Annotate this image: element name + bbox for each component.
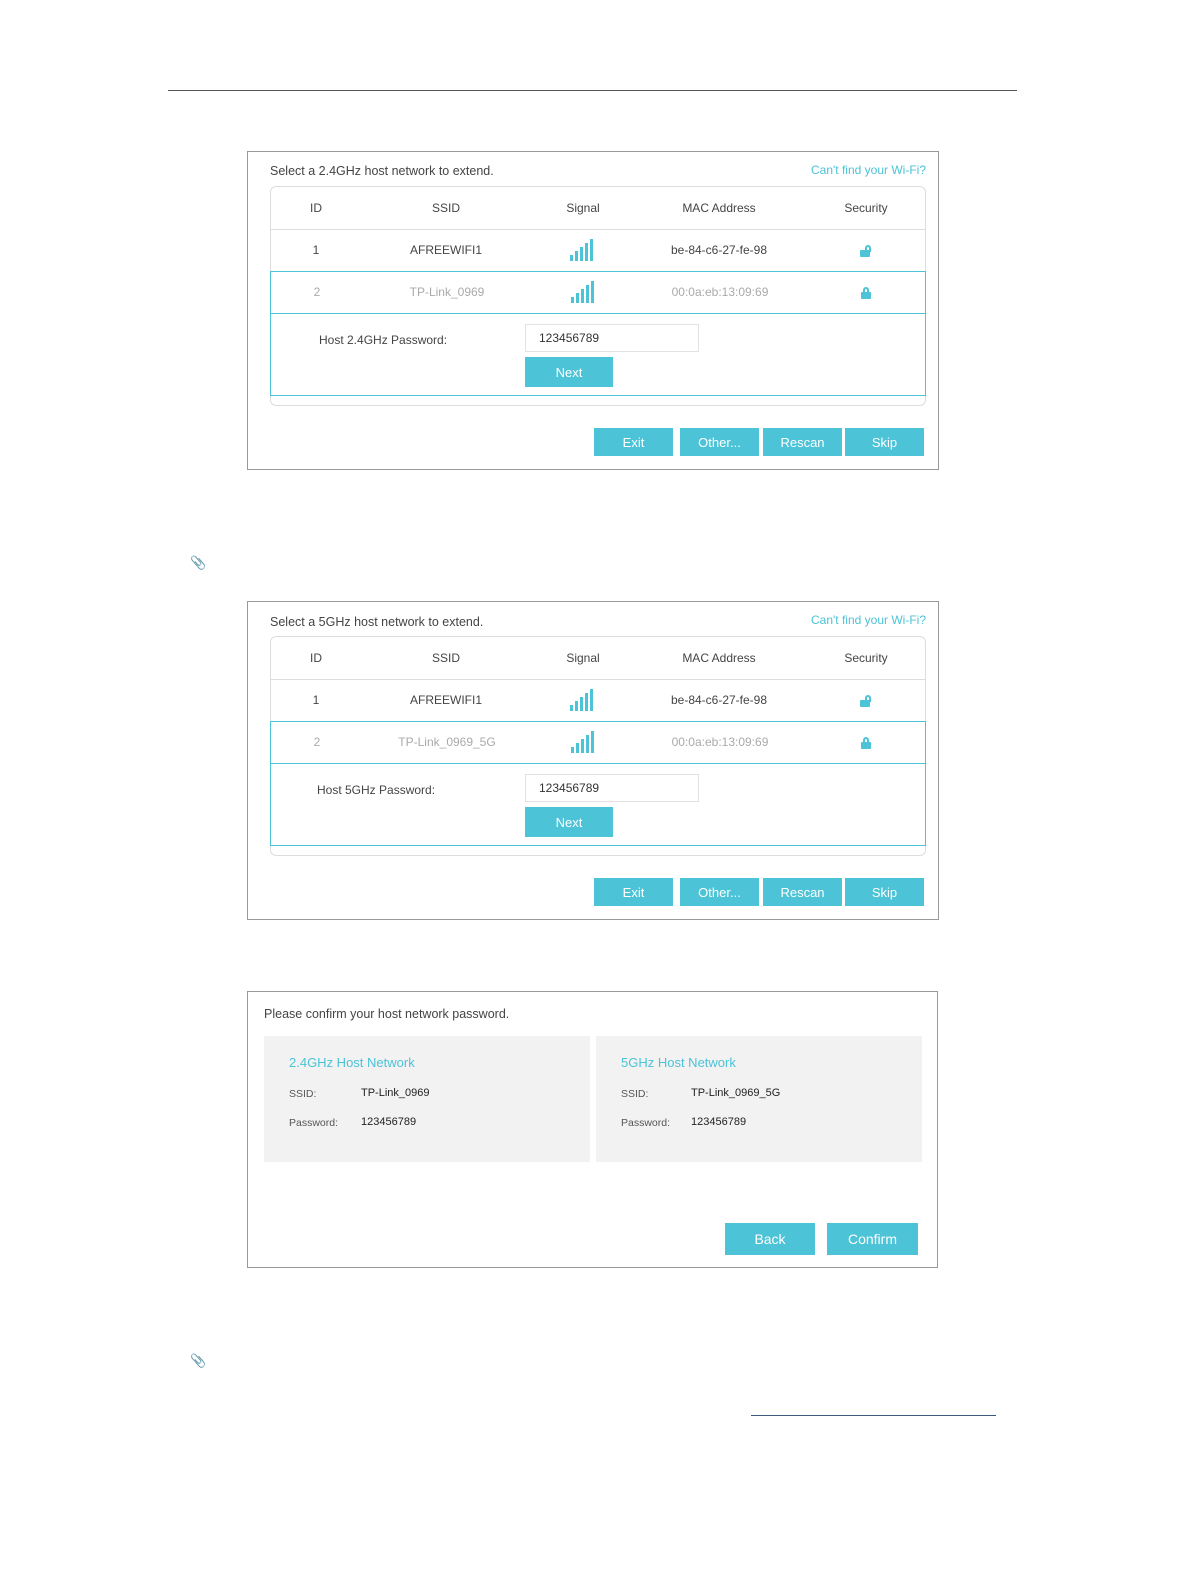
exit-button[interactable]: Exit	[594, 878, 673, 906]
next-button[interactable]: Next	[525, 357, 613, 387]
lock-icon	[861, 737, 871, 749]
exit-button[interactable]: Exit	[594, 428, 673, 456]
cant-find-wifi-link[interactable]: Can't find your Wi-Fi?	[811, 613, 926, 627]
ssid-value: TP-Link_0969_5G	[691, 1087, 781, 1099]
row-mac: 00:0a:eb:13:09:69	[671, 285, 769, 299]
skip-button[interactable]: Skip	[845, 878, 924, 906]
ssid-label: SSID:	[621, 1088, 649, 1100]
col-ssid: SSID	[431, 201, 460, 215]
signal-icon	[571, 731, 597, 753]
other-button[interactable]: Other...	[680, 428, 759, 456]
table-row-selected[interactable]	[270, 271, 926, 314]
host-card-5ghz	[596, 1036, 922, 1162]
ssid-value: TP-Link_0969	[361, 1087, 430, 1099]
host-card-24ghz	[264, 1036, 590, 1162]
password-expand-area	[270, 763, 926, 846]
table-header	[271, 187, 925, 230]
paperclip-icon: 📎	[190, 555, 207, 570]
rescan-button[interactable]: Rescan	[763, 878, 842, 906]
signal-icon	[570, 689, 596, 711]
row-ssid: TP-Link_0969_5G	[398, 735, 496, 749]
row-ssid: AFREEWIFI1	[409, 243, 482, 257]
signal-icon	[570, 239, 596, 261]
table-row-selected[interactable]	[270, 721, 926, 764]
paperclip-icon: 📎	[190, 1353, 207, 1368]
network-table	[270, 636, 926, 856]
table-header	[271, 637, 925, 680]
link-underline	[751, 1415, 996, 1416]
card-title: 5GHz Host Network	[621, 1055, 736, 1070]
lock-icon	[861, 287, 871, 299]
cant-find-wifi-link[interactable]: Can't find your Wi-Fi?	[811, 163, 926, 177]
page-header-rule	[168, 90, 1017, 91]
password-label: Host 5GHz Password:	[317, 783, 436, 797]
other-button[interactable]: Other...	[680, 878, 759, 906]
panel-24ghz-select	[247, 151, 939, 470]
row-id: 1	[312, 693, 320, 707]
col-mac: MAC Address	[682, 201, 756, 215]
rescan-button[interactable]: Rescan	[763, 428, 842, 456]
lock-open-icon	[860, 245, 870, 257]
password-expand-area	[270, 313, 926, 396]
row-id: 1	[312, 243, 320, 257]
skip-button[interactable]: Skip	[845, 428, 924, 456]
row-mac: 00:0a:eb:13:09:69	[671, 735, 769, 749]
panel-title: Select a 5GHz host network to extend.	[270, 615, 484, 629]
panel-title: Please confirm your host network password.	[264, 1007, 510, 1021]
col-security: Security	[844, 201, 888, 215]
col-signal: Signal	[566, 651, 600, 665]
table-row[interactable]	[271, 230, 925, 272]
signal-icon	[571, 281, 597, 303]
password-field[interactable]: 123456789	[525, 324, 699, 352]
password-value: 123456789	[691, 1116, 747, 1128]
lock-open-icon	[860, 695, 870, 707]
panel-confirm-password	[247, 991, 938, 1268]
card-title: 2.4GHz Host Network	[289, 1055, 415, 1070]
col-mac: MAC Address	[682, 651, 756, 665]
password-value: 123456789	[361, 1116, 417, 1128]
row-id: 2	[313, 285, 321, 299]
password-label: Password:	[621, 1117, 671, 1129]
confirm-button[interactable]: Confirm	[827, 1223, 918, 1255]
password-field[interactable]: 123456789	[525, 774, 699, 802]
panel-title: Select a 2.4GHz host network to extend.	[270, 164, 494, 178]
password-label: Host 2.4GHz Password:	[319, 333, 448, 347]
next-button[interactable]: Next	[525, 807, 613, 837]
back-button[interactable]: Back	[725, 1223, 815, 1255]
row-id: 2	[313, 735, 321, 749]
panel-5ghz-select	[247, 601, 939, 920]
col-security: Security	[844, 651, 888, 665]
col-ssid: SSID	[431, 651, 460, 665]
table-row[interactable]	[271, 680, 925, 722]
row-mac: be-84-c6-27-fe-98	[670, 243, 768, 257]
ssid-label: SSID:	[289, 1088, 317, 1100]
row-ssid: TP-Link_0969	[409, 285, 485, 299]
network-table	[270, 186, 926, 406]
row-ssid: AFREEWIFI1	[409, 693, 482, 707]
col-id: ID	[310, 201, 322, 215]
col-id: ID	[310, 651, 322, 665]
password-label: Password:	[289, 1117, 339, 1129]
col-signal: Signal	[566, 201, 600, 215]
row-mac: be-84-c6-27-fe-98	[670, 693, 768, 707]
